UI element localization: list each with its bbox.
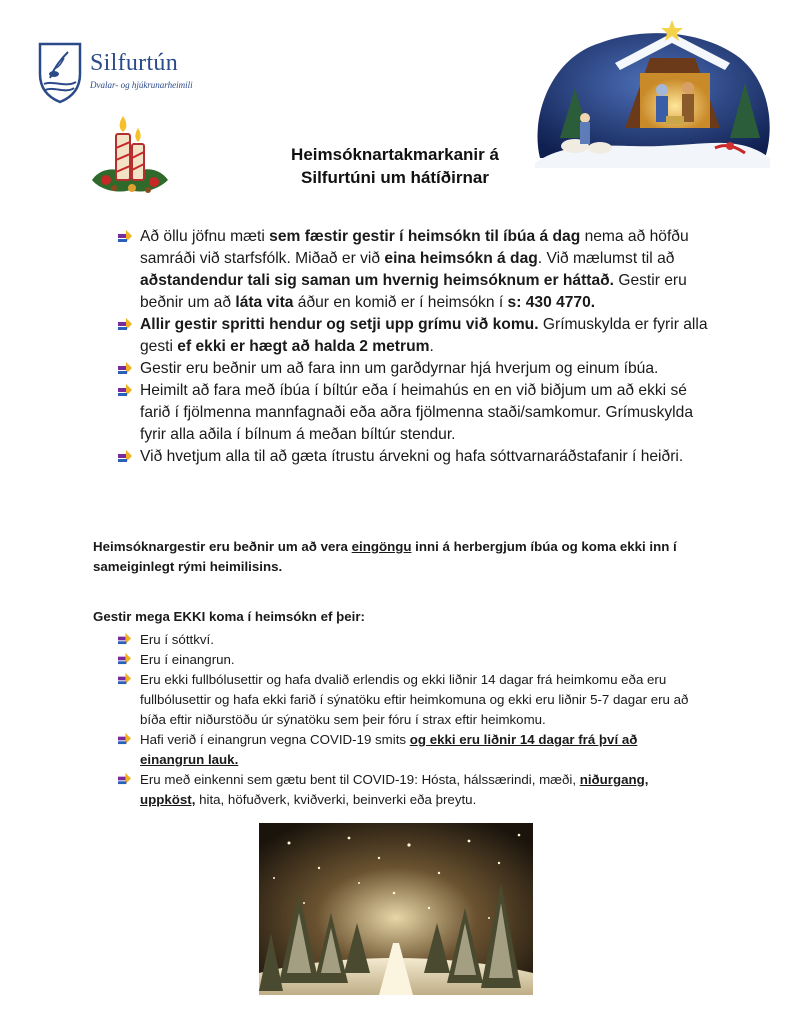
- title-line-2: Silfurtúni um hátíðirnar: [301, 168, 489, 187]
- underlined-text: eingöngu: [351, 539, 412, 554]
- text: Eru í einangrun.: [140, 652, 235, 667]
- list-item: [140, 730, 700, 770]
- list-item: [140, 630, 700, 650]
- text: Eru ekki fullbólusettir og hafa dvalið erlendis og ekki liðnir 14 dagar frá heimkomu eða eru fullbólusettir og hafa ekki farið í sýnatöku eftir heimkomuna og ekki eru liðnir 5-7 dagar eru að bíða eftir niðurstöðu úr sýnatöku sem þeir fóru í strax eftir heimkomu.: [140, 672, 689, 727]
- bold-text: eina heimsókn á dag: [384, 250, 538, 267]
- bold-text: ef ekki er hægt að halda 2 metrum: [177, 338, 430, 355]
- main-rules-list: [140, 226, 710, 468]
- restrictions-list: [140, 630, 700, 810]
- underlined-bold-text: og ekki eru liðnir 14 dagar frá því að einangrun lauk.: [140, 732, 638, 767]
- list-item: [140, 314, 710, 358]
- arrow-bullet-icon: [118, 772, 131, 785]
- snowy-forest-photo: [259, 823, 533, 995]
- text: .: [429, 338, 434, 355]
- text: . Við mælumst til að: [537, 250, 675, 267]
- underlined-bold-text: niðurgang, uppköst,: [140, 772, 649, 807]
- arrow-bullet-icon: [118, 449, 132, 463]
- title-line-1: Heimsóknartakmarkanir á: [291, 145, 499, 164]
- shield-logo-icon: [36, 40, 84, 104]
- page-title: [220, 143, 570, 189]
- arrow-bullet-icon: [118, 672, 131, 685]
- text: Heimsóknargestir eru beðnir um að vera: [93, 539, 352, 554]
- bold-text: Allir gestir spritti hendur og setji upp grímu við komu.: [140, 316, 539, 333]
- text: Að öllu jöfnu mæti: [140, 228, 270, 245]
- arrow-bullet-icon: [118, 317, 132, 331]
- arrow-bullet-icon: [118, 361, 132, 375]
- bold-text: láta vita: [235, 294, 294, 311]
- arrow-bullet-icon: [118, 632, 131, 645]
- silfurtun-logo: [36, 40, 216, 110]
- arrow-bullet-icon: [118, 732, 131, 745]
- text: hita, höfuðverk, kviðverki, beinverki eða þreytu.: [195, 792, 477, 807]
- bold-text: sem fæstir gestir í heimsókn til íbúa á dag: [269, 228, 581, 245]
- christmas-candles-image: [88, 108, 172, 196]
- list-item: [140, 670, 700, 730]
- restrictions-heading: Gestir mega EKKI koma í heimsókn ef þeir:: [93, 609, 365, 624]
- text: inni á herbergjum íbúa og koma ekki inn í sameiginlegt rými heimilisins.: [93, 539, 677, 574]
- list-item: [140, 650, 700, 670]
- list-item: [140, 358, 710, 380]
- arrow-bullet-icon: [118, 652, 131, 665]
- text: Eru í sóttkví.: [140, 632, 214, 647]
- text: Gestir eru beðnir um að: [140, 272, 687, 311]
- bold-text: aðstandendur tali sig saman um hvernig heimsóknum er háttað.: [140, 272, 614, 289]
- text: nema að höfðu samráði við starfsfólk. Miðað er við: [140, 228, 689, 267]
- visitors-note: [93, 537, 733, 577]
- text: áður en komið er í heimsókn í: [293, 294, 508, 311]
- list-item: [140, 770, 700, 810]
- list-item: [140, 380, 710, 446]
- arrow-bullet-icon: [118, 229, 132, 243]
- arrow-bullet-icon: [118, 383, 132, 397]
- list-item: [140, 226, 710, 314]
- logo-brand: Silfurtún: [90, 50, 179, 76]
- text: Heimilt að fara með íbúa í bíltúr eða í heimahús en en við biðjum um að ekki sé farið í fjölmenna mannfagnaði eða aðra fjölmenna staði/samkomur. Grímuskylda fyrir alla aðila í bílnum á meðan bíltúr stendur.: [140, 382, 693, 443]
- text: Hafi verið í einangrun vegna COVID-19 smits: [140, 732, 410, 747]
- text: Eru með einkenni sem gætu bent til COVID-19: Hósta, hálssærindi, mæði,: [140, 772, 580, 787]
- text: Við hvetjum alla til að gæta ítrustu árvekni og hafa sóttvarnaráðstafanir í heiðri.: [140, 448, 684, 465]
- text: Gestir eru beðnir um að fara inn um garðdyrnar hjá hverjum og einum íbúa.: [140, 360, 659, 377]
- logo-tagline: Dvalar- og hjúkrunarheimili: [90, 80, 193, 90]
- text: Grímuskylda er fyrir alla gesti: [140, 316, 708, 355]
- list-item: [140, 446, 710, 468]
- phone-number: s: 430 4770.: [507, 294, 596, 311]
